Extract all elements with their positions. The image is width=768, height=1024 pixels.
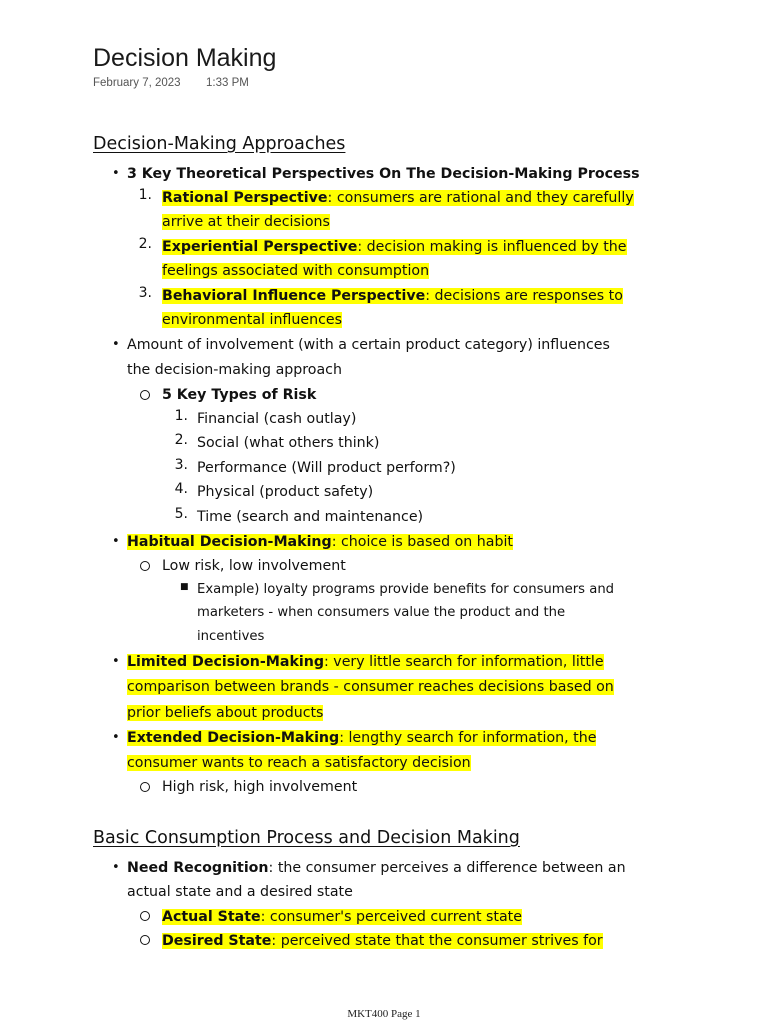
limited-line2: comparison between brands - consumer reaches decisions based on xyxy=(127,679,614,695)
involvement-line1: Amount of involvement (with a certain product category) influences xyxy=(127,337,610,353)
list-number: 5. xyxy=(174,506,188,522)
bullet-square: ■ xyxy=(180,582,189,592)
bullet-dot: • xyxy=(112,337,120,352)
bullet-circle xyxy=(140,935,150,945)
extended-line2: consumer wants to reach a satisfactory decision xyxy=(127,755,471,771)
bullet-dot: • xyxy=(112,166,120,181)
extended-sub: High risk, high involvement xyxy=(162,779,358,795)
note-time: 1:33 PM xyxy=(206,77,249,89)
risk-item: Performance (Will product perform?) xyxy=(197,460,456,476)
bullet-dot: • xyxy=(112,654,120,669)
bullet-dot: • xyxy=(112,534,120,549)
bullet-circle xyxy=(140,561,150,571)
involvement-line2: the decision-making approach xyxy=(127,362,342,378)
behavioral-perspective-line1: Behavioral Influence Perspective: decisions are responses to xyxy=(162,288,623,304)
page-footer: MKT400 Page 1 xyxy=(347,1008,421,1020)
experiential-perspective-line2: feelings associated with consumption xyxy=(162,263,430,279)
bullet-circle xyxy=(140,911,150,921)
risk-item: Physical (product safety) xyxy=(197,484,374,500)
rational-perspective-line2: arrive at their decisions xyxy=(162,214,330,230)
list-number: 3. xyxy=(174,457,188,473)
limited-line3: prior beliefs about products xyxy=(127,705,324,721)
bullet-circle xyxy=(140,390,150,400)
habitual-sub: Low risk, low involvement xyxy=(162,558,346,574)
desired-state: Desired State: perceived state that the consumer strives for xyxy=(162,933,603,949)
note-date: February 7, 2023 xyxy=(93,77,181,89)
limited-line1: Limited Decision-Making: very little search for information, little xyxy=(127,654,604,670)
bullet-circle xyxy=(140,782,150,792)
risk-item: Social (what others think) xyxy=(197,435,380,451)
need-recognition-line1: Need Recognition: the consumer perceives a difference between an xyxy=(127,860,626,876)
risk-item: Time (search and maintenance) xyxy=(197,509,424,525)
example-line2: marketers - when consumers value the product and the xyxy=(197,605,566,620)
actual-state: Actual State: consumer's perceived current state xyxy=(162,909,522,925)
key-perspectives-item: 3 Key Theoretical Perspectives On The Decision-Making Process xyxy=(127,166,640,182)
bullet-dot: • xyxy=(112,860,120,875)
rational-perspective-line1: Rational Perspective: consumers are rational and they carefully xyxy=(162,190,634,206)
list-number: 2. xyxy=(138,236,152,252)
extended-line1: Extended Decision-Making: lengthy search for information, the xyxy=(127,730,597,746)
example-line1: Example) loyalty programs provide benefits for consumers and xyxy=(197,582,615,597)
section-heading-consumption: Basic Consumption Process and Decision Making xyxy=(93,828,520,848)
note-title: Decision Making xyxy=(93,44,277,72)
list-number: 3. xyxy=(138,285,152,301)
list-number: 4. xyxy=(174,481,188,497)
risk-item: Financial (cash outlay) xyxy=(197,411,357,427)
need-recognition-line2: actual state and a desired state xyxy=(127,884,353,900)
section-heading-approaches: Decision-Making Approaches xyxy=(93,134,346,154)
behavioral-perspective-line2: environmental influences xyxy=(162,312,343,328)
habitual-decision-making: Habitual Decision-Making: choice is based on habit xyxy=(127,534,513,550)
list-number: 1. xyxy=(174,408,188,424)
experiential-perspective-line1: Experiential Perspective: decision making is influenced by the xyxy=(162,239,627,255)
risk-heading: 5 Key Types of Risk xyxy=(162,387,317,403)
list-number: 1. xyxy=(138,187,152,203)
list-number: 2. xyxy=(174,432,188,448)
bullet-dot: • xyxy=(112,730,120,745)
example-line3: incentives xyxy=(197,629,265,644)
